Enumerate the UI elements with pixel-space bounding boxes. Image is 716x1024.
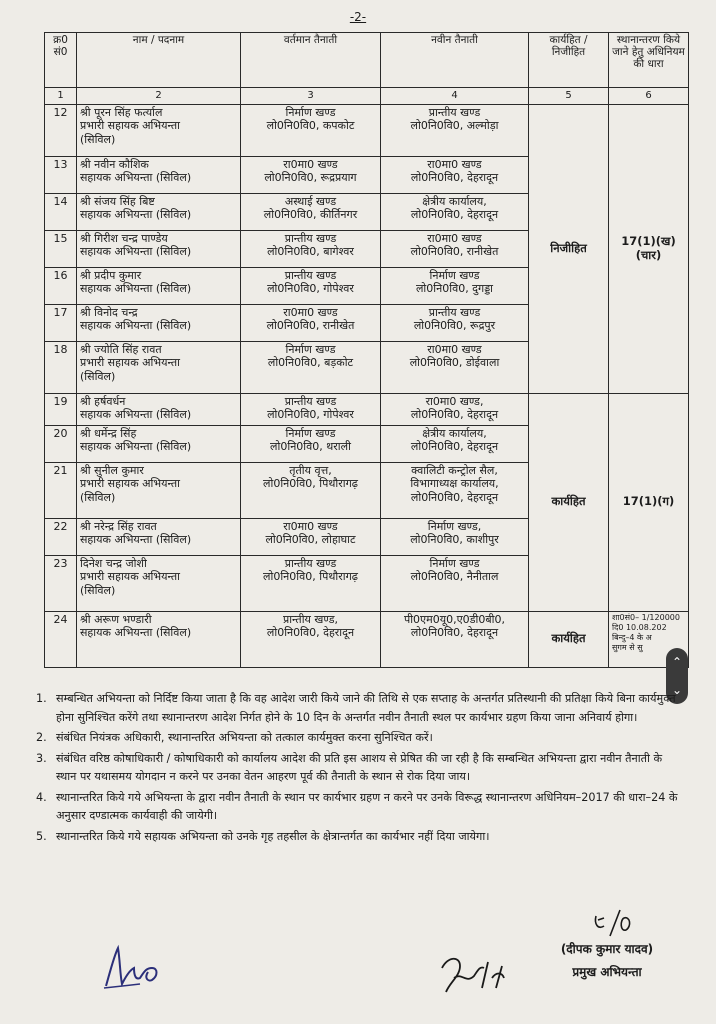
row-new-line: निर्माण खण्ड (429, 556, 480, 570)
row-name-line: सहायक अभियन्ता (सिविल) (80, 626, 192, 639)
header-new: नवीन तैनाती (381, 33, 529, 88)
row-new-line: क्षेत्रीय कार्यालय, (422, 426, 487, 440)
row-new-line: लो0नि0वि0, देहरादून (410, 208, 499, 221)
row-current-line: प्रान्तीय खण्ड (284, 231, 337, 245)
row-current-line: रा0मा0 खण्ड (283, 519, 338, 533)
col-number: 5 (529, 88, 609, 105)
row-new-cell (381, 304, 529, 341)
note-number: 5. (36, 829, 47, 843)
note-item (36, 729, 686, 748)
row-new-cell (381, 518, 529, 555)
row-name-line: प्रभारी सहायक अभियन्ता (80, 119, 181, 132)
transfer-category: निजीहित (529, 104, 609, 393)
row-name-line: प्रभारी सहायक अभियन्ता (80, 570, 181, 583)
header-name: नाम / पदनाम (77, 33, 241, 88)
row-new-line: लो0नि0वि0, देहरादून (410, 626, 499, 639)
row-current-line: रा0मा0 खण्ड (283, 305, 338, 319)
table-row (45, 393, 689, 425)
row-current-line: प्रान्तीय खण्ड, (282, 612, 339, 626)
row-current-cell (241, 393, 381, 425)
row-new-line: लो0नि0वि0, नैनीताल (410, 570, 499, 583)
row-name-cell (77, 462, 241, 518)
row-name-cell (77, 393, 241, 425)
note-text: संबंधित नियंत्रक अधिकारी, स्थानान्तरित अभियन्ता को तत्काल कार्यमुक्त करना सुनिश्चित करें। (56, 731, 433, 744)
handwritten-initials (590, 906, 634, 940)
note-item (36, 789, 686, 826)
row-new-line: लो0नि0वि0, देहरादून (410, 490, 499, 504)
row-current-line: लो0नि0वि0, बड़कोट (267, 356, 354, 369)
row-new-cell (381, 425, 529, 462)
row-new-line: रा0मा0 खण्ड (427, 342, 482, 356)
row-new-line: रा0मा0 खण्ड (427, 231, 482, 245)
act-section-line: शा0सं0– 1/120000 (612, 612, 680, 622)
row-name-cell (77, 555, 241, 611)
chevron-down-icon[interactable]: ⌄ (671, 683, 683, 697)
row-new-line: लो0नि0वि0, देहरादून (410, 440, 499, 453)
signatory-name: (दीपक कुमार यादव) (560, 942, 654, 956)
row-new-line: लो0नि0वि0, देहरादून (410, 408, 499, 421)
note-text: स्थानान्तरित किये गये सहायक अभियन्ता को उनके गृह तहसील के क्षेत्रान्तर्गत का कार्यभार नहीं दिया जायेगा। (56, 829, 490, 843)
row-new-line: रा0मा0 खण्ड (427, 157, 482, 171)
row-serial-number: 15 (45, 230, 77, 267)
row-new-line: प्रान्तीय खण्ड (428, 105, 481, 119)
row-serial-number: 14 (45, 193, 77, 230)
row-current-line: लो0नि0वि0, गोपेश्वर (267, 282, 354, 295)
row-current-cell (241, 611, 381, 667)
col-number: 6 (609, 88, 689, 105)
header-current: वर्तमान तैनाती (241, 33, 381, 88)
note-item (36, 750, 686, 787)
row-new-line: निर्माण खण्ड, (427, 519, 482, 533)
row-name-line: श्री सुनील कुमार (80, 463, 144, 477)
row-current-line: निर्माण खण्ड (285, 105, 336, 119)
row-current-cell (241, 341, 381, 393)
row-new-line: लो0नि0वि0, रूद्रपुर (413, 319, 496, 332)
row-current-line: लो0नि0वि0, कपकोट (266, 119, 355, 132)
row-current-line: रा0मा0 खण्ड (283, 157, 338, 171)
row-new-line: पी0एम0यू0,ए0डी0बी0, (403, 612, 506, 626)
note-number: 1. (36, 692, 47, 705)
note-number: 4. (36, 790, 47, 804)
table-header-row (45, 33, 689, 88)
row-name-line: (सिविल) (80, 490, 116, 504)
row-name-line: सहायक अभियन्ता (सिविल) (80, 208, 192, 221)
header-category: कार्यहित / निजीहित (529, 33, 609, 88)
row-name-line: सहायक अभियन्ता (सिविल) (80, 533, 192, 546)
row-serial-number: 21 (45, 462, 77, 518)
note-item (36, 690, 686, 727)
col-number: 3 (241, 88, 381, 105)
transfer-category: कार्यहित (529, 611, 609, 667)
row-name-line: श्री विनोद चन्द्र (80, 305, 138, 319)
row-name-line: श्री नवीन कौशिक (80, 157, 149, 171)
row-current-cell (241, 156, 381, 193)
row-name-line: प्रभारी सहायक अभियन्ता (80, 477, 181, 490)
row-current-line: लो0नि0वि0, गोपेश्वर (267, 408, 354, 421)
note-item (36, 828, 686, 847)
row-name-line: सहायक अभियन्ता (सिविल) (80, 245, 192, 258)
row-new-cell (381, 156, 529, 193)
handwritten-signature-left (100, 942, 170, 992)
row-name-cell (77, 104, 241, 156)
row-current-line: प्रान्तीय खण्ड (284, 268, 337, 282)
row-current-line: निर्माण खण्ड (285, 426, 336, 440)
table-row (45, 104, 689, 156)
row-name-cell (77, 425, 241, 462)
row-new-cell (381, 104, 529, 156)
row-current-cell (241, 462, 381, 518)
row-name-line: सहायक अभियन्ता (सिविल) (80, 282, 192, 295)
row-current-cell (241, 304, 381, 341)
note-number: 2. (36, 731, 47, 744)
row-serial-number: 22 (45, 518, 77, 555)
row-new-cell (381, 230, 529, 267)
row-current-line: लो0नि0वि0, कीर्तिनगर (263, 208, 358, 221)
header-sn: क्र0 सं0 (45, 33, 77, 88)
row-current-cell (241, 267, 381, 304)
act-section-line: सुगम से सु (612, 642, 643, 652)
row-current-line: लो0नि0वि0, देहरादून (266, 626, 355, 639)
row-new-cell (381, 267, 529, 304)
row-name-line: श्री हर्षवर्धन (80, 394, 126, 408)
row-new-line: लो0नि0वि0, काशीपुर (410, 533, 499, 546)
row-current-cell (241, 104, 381, 156)
note-text: स्थानान्तरित किये गये अभियन्ता के द्वारा नवीन तैनाती के स्थान पर कार्यभार ग्रहण न करने पर उनके विरूद्ध स्थानान्तरण अधिनियम–2017 की धारा–24 के अनुसार दण्डात्मक कार्यवाही की जायेगी। (56, 790, 678, 822)
row-name-cell (77, 267, 241, 304)
signatory-designation: प्रमुख अभियन्ता (572, 965, 642, 979)
transfer-category: कार्यहित (529, 393, 609, 611)
col-number: 2 (77, 88, 241, 105)
row-name-cell (77, 341, 241, 393)
row-name-line: श्री संजय सिंह बिष्ट (80, 194, 155, 208)
row-new-line: निर्माण खण्ड (429, 268, 480, 282)
row-current-line: तृतीय वृत्त, (289, 463, 332, 477)
note-text: संबंधित वरिष्ठ कोषाधिकारी / कोषाधिकारी को कार्यालय आदेश की प्रति इस आशय से प्रेषित की जा रही है कि सम्बन्धित अभियन्ता द्वारा नवीन तैनाती के स्थान पर यथासमय योगदान न करने पर उनका वेतन आहरण पूर्व की तैनाती के स्थान से रोक दिया जाय। (56, 751, 663, 783)
row-current-line: लो0नि0वि0, रानीखेत (266, 319, 355, 332)
row-serial-number: 13 (45, 156, 77, 193)
chevron-up-icon[interactable]: ⌃ (671, 655, 683, 669)
row-serial-number: 18 (45, 341, 77, 393)
row-current-cell (241, 230, 381, 267)
col-number: 4 (381, 88, 529, 105)
row-name-line: श्री प्रदीप कुमार (80, 268, 142, 282)
row-current-line: लो0नि0वि0, बागेश्वर (267, 245, 354, 258)
row-new-cell (381, 393, 529, 425)
row-name-line: (सिविल) (80, 132, 116, 146)
row-name-line: श्री धर्मेन्द्र सिंह (80, 426, 137, 440)
row-name-line: सहायक अभियन्ता (सिविल) (80, 408, 192, 421)
row-serial-number: 19 (45, 393, 77, 425)
act-section: 17(1)(ग) (609, 393, 689, 611)
row-name-line: श्री पूरन सिंह फर्त्याल (80, 105, 163, 119)
row-serial-number: 16 (45, 267, 77, 304)
row-serial-number: 24 (45, 611, 77, 667)
act-section-line: दि0 10.08.202 (612, 622, 667, 632)
act-section-line: बिन्दु–4 के अ (612, 632, 652, 642)
row-name-cell (77, 230, 241, 267)
row-name-line: सहायक अभियन्ता (सिविल) (80, 171, 192, 184)
row-new-cell (381, 555, 529, 611)
row-current-cell (241, 193, 381, 230)
transfer-table (44, 32, 689, 668)
col-number: 1 (45, 88, 77, 105)
row-new-line: लो0नि0वि0, दुगड्डा (415, 282, 494, 295)
row-current-cell (241, 518, 381, 555)
row-name-line: श्री अरूण भण्डारी (80, 612, 152, 626)
row-new-line: रा0मा0 खण्ड, (425, 394, 484, 408)
row-current-cell (241, 425, 381, 462)
row-serial-number: 12 (45, 104, 77, 156)
row-name-line: सहायक अभियन्ता (सिविल) (80, 440, 192, 453)
row-name-cell (77, 518, 241, 555)
row-name-line: श्री ज्योति सिंह रावत (80, 342, 162, 356)
row-current-line: प्रान्तीय खण्ड (284, 556, 337, 570)
handwritten-signature-initials (436, 948, 516, 998)
row-serial-number: 23 (45, 555, 77, 611)
row-new-line: लो0नि0वि0, अल्मोड़ा (410, 119, 499, 132)
row-current-line: अस्थाई खण्ड (284, 194, 337, 208)
note-text: सम्बन्धित अभियन्ता को निर्दिष्ट किया जाता है कि वह आदेश जारी किये जाने की तिथि से एक सप्ताह के अन्तर्गत प्रतिस्थानी की प्रतिक्षा किये बिना कार्यमुक्त होना सुनिश्चित करेंगे तथा स्थानान्तरण आदेश निर्गत होने के 10 दिन के अन्तर्गत नवीन तैनाती स्थल पर कार्यभार ग्रहण किया जाना अनिवार्य होगा। (56, 692, 676, 724)
row-name-cell (77, 193, 241, 230)
row-name-line: दिनेश चन्द्र जोशी (80, 556, 147, 570)
row-new-cell (381, 611, 529, 667)
row-current-line: लो0नि0वि0, पिथौरागढ़ (263, 477, 358, 490)
row-name-line: (सिविल) (80, 369, 116, 383)
row-name-line: (सिविल) (80, 583, 116, 597)
row-new-line: लो0नि0वि0, रानीखेत (410, 245, 499, 258)
row-new-line: लो0नि0वि0, देहरादून (410, 171, 499, 184)
row-new-cell (381, 193, 529, 230)
row-current-line: लो0नि0वि0, रूद्रप्रयाग (264, 171, 357, 184)
row-new-line: लो0नि0वि0, डोईवाला (409, 356, 500, 369)
act-section: 17(1)(ख)(चार) (609, 104, 689, 393)
row-new-line: विभागाध्यक्ष कार्यालय, (410, 477, 499, 490)
row-new-line: क्षेत्रीय कार्यालय, (422, 194, 487, 208)
row-current-cell (241, 555, 381, 611)
header-section: स्थानान्तरण किये जाने हेतु अधिनियम की धारा (609, 33, 689, 88)
row-name-cell (77, 611, 241, 667)
row-name-cell (77, 156, 241, 193)
signatory-block (522, 938, 692, 984)
row-current-line: लो0नि0वि0, पिथौरागढ़ (263, 570, 358, 583)
row-name-line: श्री नरेन्द्र सिंह रावत (80, 519, 157, 533)
note-number: 3. (36, 751, 47, 765)
table-row (45, 611, 689, 667)
row-current-line: प्रान्तीय खण्ड (284, 394, 337, 408)
row-name-line: श्री गिरीश चन्द्र पाण्डेय (80, 231, 168, 245)
row-name-line: प्रभारी सहायक अभियन्ता (80, 356, 181, 369)
instructions-list (36, 690, 686, 848)
row-current-line: निर्माण खण्ड (285, 342, 336, 356)
column-number-row (45, 88, 689, 105)
row-current-line: लो0नि0वि0, लोहाघाट (265, 533, 356, 546)
row-current-line: लो0नि0वि0, थराली (270, 440, 351, 453)
row-new-line: क्वालिटी कन्ट्रोल सैल, (411, 463, 498, 477)
row-serial-number: 20 (45, 425, 77, 462)
row-serial-number: 17 (45, 304, 77, 341)
page-number: -2- (349, 10, 367, 24)
row-new-cell (381, 462, 529, 518)
row-new-line: प्रान्तीय खण्ड (428, 305, 481, 319)
row-name-cell (77, 304, 241, 341)
row-new-cell (381, 341, 529, 393)
row-name-line: सहायक अभियन्ता (सिविल) (80, 319, 192, 332)
